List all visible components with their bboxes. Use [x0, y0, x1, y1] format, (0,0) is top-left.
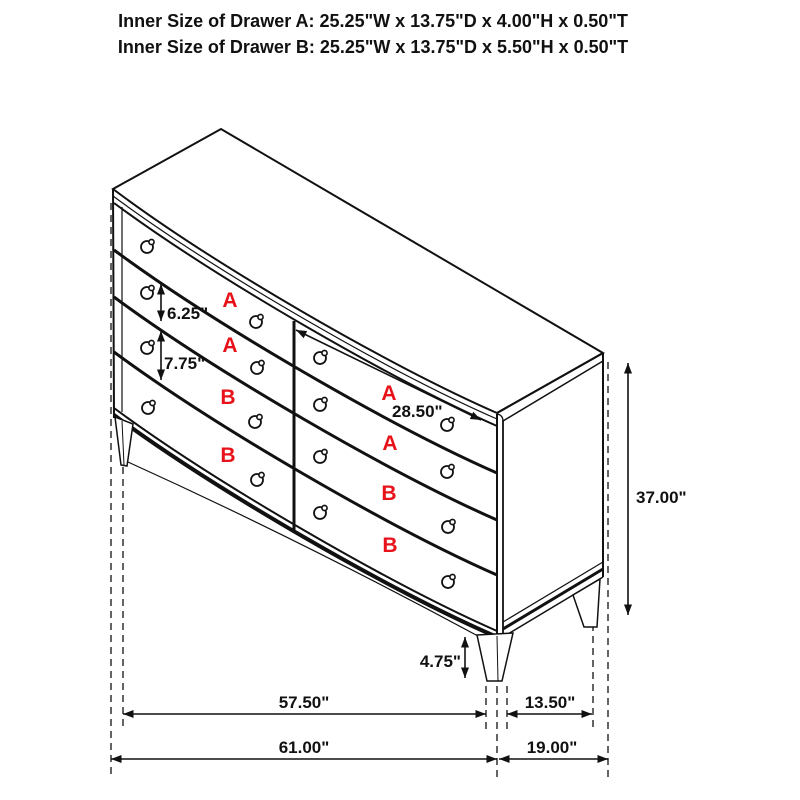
knob-icon	[314, 449, 327, 463]
drawer-width-value: 28.50"	[392, 402, 443, 421]
right-drawer-3-label: B	[381, 482, 397, 505]
drawer-a-spec-text: Inner Size of Drawer A: 25.25"W x 13.75"D x 4.00"H x 0.50"T	[118, 11, 628, 31]
dimension-leg-height	[420, 637, 465, 678]
left-drawer-3-label: B	[220, 386, 236, 409]
knob-icon	[251, 472, 264, 486]
knob-icon	[251, 360, 264, 374]
drawer-b-spec-text: Inner Size of Drawer B: 25.25"W x 13.75"D x 5.50"H x 0.50"T	[117, 37, 629, 57]
dimension-front-leg-span	[123, 693, 486, 714]
drawer-a-height-value: 6.25"	[167, 304, 209, 323]
dimension-drawer-b-height	[161, 331, 205, 380]
leg-height-value: 4.75"	[419, 652, 461, 671]
front-leg-span-value: 57.50"	[278, 693, 330, 712]
dimension-overall-width	[111, 738, 497, 759]
knob-icon	[141, 239, 154, 253]
dimension-side-leg-span	[507, 693, 592, 714]
front-right-leg	[477, 633, 513, 681]
knob-icon	[142, 400, 155, 414]
knob-icon	[249, 414, 262, 428]
right-drawer-2-label: A	[382, 432, 398, 455]
dimension-overall-depth	[499, 738, 608, 759]
right-drawer-4-label: B	[382, 534, 398, 557]
header-specs	[118, 11, 628, 57]
knob-icon	[441, 417, 454, 431]
left-drawer-1-label: A	[222, 289, 238, 312]
overall-depth-value: 19.00"	[526, 738, 578, 757]
knob-icon	[314, 397, 327, 411]
drawer-b-height-value: 7.75"	[164, 354, 206, 373]
overall-height-value: 37.00"	[636, 488, 687, 507]
dimension-overall-height	[628, 363, 687, 615]
case-bottom-edge	[114, 408, 497, 631]
dresser-legs	[115, 417, 600, 681]
left-drawer-2-label: A	[222, 334, 238, 357]
left-drawer-4-label: B	[220, 444, 236, 467]
right-drawer-1-label: A	[381, 382, 397, 405]
knob-icon	[314, 350, 327, 364]
knob-icon	[141, 285, 154, 299]
knob-icon	[442, 574, 455, 588]
dresser-outline	[113, 129, 603, 637]
knob-icon	[442, 519, 455, 533]
knob-icon	[141, 340, 154, 354]
knob-icon	[441, 464, 454, 478]
front-apron-shadow	[128, 462, 478, 636]
dimension-drawer-a-height	[161, 284, 208, 323]
left-corner-edge	[113, 189, 114, 418]
knob-icon	[314, 505, 327, 519]
overall-width-value: 61.00"	[278, 738, 330, 757]
knob-icon	[250, 314, 263, 328]
side-leg-span-value: 13.50"	[524, 693, 576, 712]
